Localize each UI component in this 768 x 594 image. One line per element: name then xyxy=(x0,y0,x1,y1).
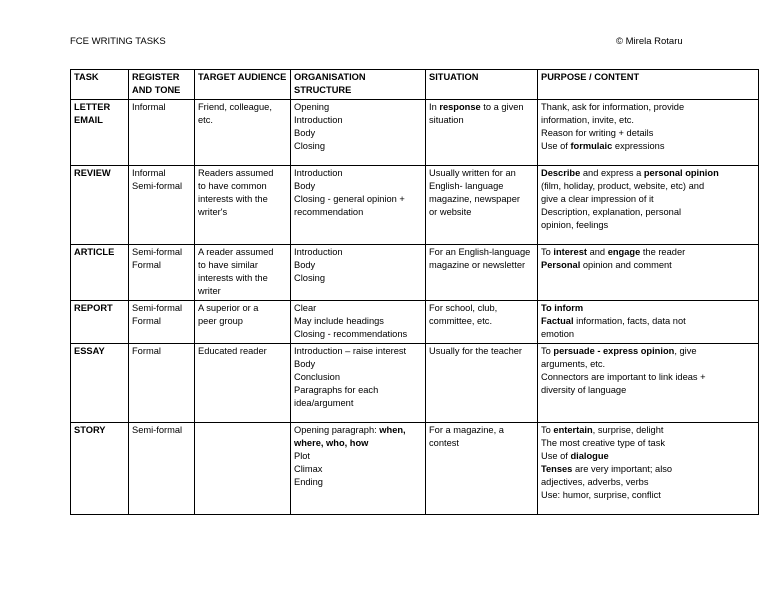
cell-line: or website xyxy=(429,207,472,217)
cell-line: For a magazine, a xyxy=(429,425,504,435)
task-cell xyxy=(71,100,129,166)
cell-line: Closing - general opinion + xyxy=(294,194,405,204)
col-header-task: TASK xyxy=(71,70,129,100)
table-row xyxy=(71,166,759,245)
cell-line: STORY xyxy=(74,425,106,435)
cell-line: Use of formulaic expressions xyxy=(541,141,665,151)
table-row xyxy=(71,423,759,515)
cell-line: to have similar xyxy=(198,260,258,270)
cell-line: to have common xyxy=(198,181,267,191)
cell-line: Thank, ask for information, provide xyxy=(541,102,685,112)
cell-line: Closing - recommendations xyxy=(294,329,408,339)
cell-line: adjectives, adverbs, verbs xyxy=(541,477,649,487)
cell-line: Reason for writing + details xyxy=(541,128,654,138)
cell-line: (film, holiday, product, website, etc) and xyxy=(541,181,705,191)
cell-line: Describe and express a personal opinion xyxy=(541,168,719,178)
cell-line: Use of dialogue xyxy=(541,451,609,461)
cell-line: Opening xyxy=(294,102,330,112)
situation-cell xyxy=(426,423,538,515)
cell-line: committee, etc. xyxy=(429,316,493,326)
cell-line: writer xyxy=(198,286,221,296)
task-cell xyxy=(71,344,129,423)
col-header-purpose: PURPOSE / CONTENT xyxy=(538,70,759,100)
cell-line: For an English-language xyxy=(429,247,531,257)
audience-cell xyxy=(195,245,291,301)
cell-line: ESSAY xyxy=(74,346,105,356)
cell-line: To persuade - express opinion, give xyxy=(541,346,697,356)
audience-cell xyxy=(195,423,291,515)
col-header-audience: TARGET AUDIENCE xyxy=(195,70,291,100)
register-cell xyxy=(129,100,195,166)
cell-line: Body xyxy=(294,359,316,369)
task-cell xyxy=(71,301,129,344)
cell-line: recommendation xyxy=(294,207,364,217)
cell-line: diversity of language xyxy=(541,385,627,395)
cell-line: contest xyxy=(429,438,459,448)
cell-line: Factual information, facts, data not xyxy=(541,316,686,326)
cell-line: Formal xyxy=(132,346,161,356)
cell-line: Informal xyxy=(132,102,166,112)
cell-line: Semi-formal xyxy=(132,425,183,435)
cell-line: Introduction xyxy=(294,247,343,257)
cell-line: A reader assumed xyxy=(198,247,274,257)
cell-line: Informal xyxy=(132,168,166,178)
cell-line: Body xyxy=(294,181,316,191)
cell-line: Introduction xyxy=(294,168,343,178)
structure-cell xyxy=(291,423,426,515)
audience-cell xyxy=(195,166,291,245)
cell-line: EMAIL xyxy=(74,115,103,125)
cell-line: arguments, etc. xyxy=(541,359,606,369)
structure-cell xyxy=(291,245,426,301)
table-row xyxy=(71,301,759,344)
cell-line: For school, club, xyxy=(429,303,498,313)
cell-line: Connectors are important to link ideas + xyxy=(541,372,706,382)
cell-line: Tenses are very important; also xyxy=(541,464,673,474)
cell-line: opinion, feelings xyxy=(541,220,609,230)
cell-line: To interest and engage the reader xyxy=(541,247,686,257)
purpose-cell xyxy=(538,344,759,423)
cell-line: Semi-formal xyxy=(132,303,183,313)
cell-line: Conclusion xyxy=(294,372,340,382)
cell-line: Readers assumed xyxy=(198,168,274,178)
cell-line: give a clear impression of it xyxy=(541,194,654,204)
cell-line: Introduction – raise interest xyxy=(294,346,407,356)
cell-line: The most creative type of task xyxy=(541,438,666,448)
document-title: FCE WRITING TASKS xyxy=(70,36,166,47)
situation-cell xyxy=(426,245,538,301)
cell-line: English- language xyxy=(429,181,504,191)
cell-line: Description, explanation, personal xyxy=(541,207,682,217)
cell-line: To entertain, surprise, delight xyxy=(541,425,664,435)
cell-line: Educated reader xyxy=(198,346,267,356)
cell-line: Closing xyxy=(294,141,326,151)
register-cell xyxy=(129,301,195,344)
cell-line: magazine or newsletter xyxy=(429,260,526,270)
cell-line: Body xyxy=(294,260,316,270)
cell-line: In response to a given xyxy=(429,102,524,112)
structure-cell xyxy=(291,100,426,166)
cell-line: REVIEW xyxy=(74,168,111,178)
cell-line: Semi-formal xyxy=(132,181,183,191)
cell-line: idea/argument xyxy=(294,398,354,408)
task-cell xyxy=(71,423,129,515)
cell-line: situation xyxy=(429,115,464,125)
author-credit: © Mirela Rotaru xyxy=(616,36,683,47)
register-cell xyxy=(129,245,195,301)
cell-line: writer's xyxy=(198,207,228,217)
cell-line: Semi-formal xyxy=(132,247,183,257)
purpose-cell xyxy=(538,166,759,245)
cell-line: interests with the xyxy=(198,194,268,204)
cell-line: peer group xyxy=(198,316,243,326)
audience-cell xyxy=(195,100,291,166)
situation-cell xyxy=(426,100,538,166)
cell-line: Opening paragraph: when, xyxy=(294,425,406,435)
cell-line: Friend, colleague, xyxy=(198,102,272,112)
col-header-situation: SITUATION xyxy=(426,70,538,100)
register-cell xyxy=(129,423,195,515)
cell-line: Usually for the teacher xyxy=(429,346,523,356)
cell-line: Closing xyxy=(294,273,326,283)
col-header-structure: ORGANISATION STRUCTURE xyxy=(291,70,426,100)
table-row xyxy=(71,100,759,166)
cell-line: Climax xyxy=(294,464,323,474)
structure-cell xyxy=(291,166,426,245)
cell-line: Plot xyxy=(294,451,311,461)
cell-line: Paragraphs for each xyxy=(294,385,379,395)
writing-tasks-table xyxy=(70,69,759,515)
cell-line: Ending xyxy=(294,477,323,487)
header-row xyxy=(71,70,759,100)
cell-line: Body xyxy=(294,128,316,138)
cell-line: ARTICLE xyxy=(74,247,115,257)
cell-line: Personal opinion and comment xyxy=(541,260,672,270)
col-header-register: REGISTER AND TONE xyxy=(129,70,195,100)
structure-cell xyxy=(291,344,426,423)
cell-line: REPORT xyxy=(74,303,113,313)
purpose-cell xyxy=(538,301,759,344)
cell-line: where, who, how xyxy=(294,438,369,448)
cell-line: emotion xyxy=(541,329,575,339)
cell-line: Formal xyxy=(132,260,161,270)
cell-line: interests with the xyxy=(198,273,268,283)
cell-line: etc. xyxy=(198,115,213,125)
audience-cell xyxy=(195,344,291,423)
situation-cell xyxy=(426,344,538,423)
cell-line: May include headings xyxy=(294,316,384,326)
cell-line: Formal xyxy=(132,316,161,326)
table-row xyxy=(71,245,759,301)
cell-line: magazine, newspaper xyxy=(429,194,520,204)
cell-line: Clear xyxy=(294,303,317,313)
task-cell xyxy=(71,245,129,301)
cell-line: Introduction xyxy=(294,115,343,125)
register-cell xyxy=(129,344,195,423)
register-cell xyxy=(129,166,195,245)
audience-cell xyxy=(195,301,291,344)
table-row xyxy=(71,344,759,423)
cell-line: information, invite, etc. xyxy=(541,115,635,125)
cell-line: Usually written for an xyxy=(429,168,516,178)
purpose-cell xyxy=(538,100,759,166)
cell-line: Use: humor, surprise, conflict xyxy=(541,490,661,500)
task-cell xyxy=(71,166,129,245)
situation-cell xyxy=(426,301,538,344)
cell-line: A superior or a xyxy=(198,303,259,313)
structure-cell xyxy=(291,301,426,344)
purpose-cell xyxy=(538,423,759,515)
purpose-cell xyxy=(538,245,759,301)
cell-line: LETTER xyxy=(74,102,111,112)
situation-cell xyxy=(426,166,538,245)
cell-line: To inform xyxy=(541,303,584,313)
